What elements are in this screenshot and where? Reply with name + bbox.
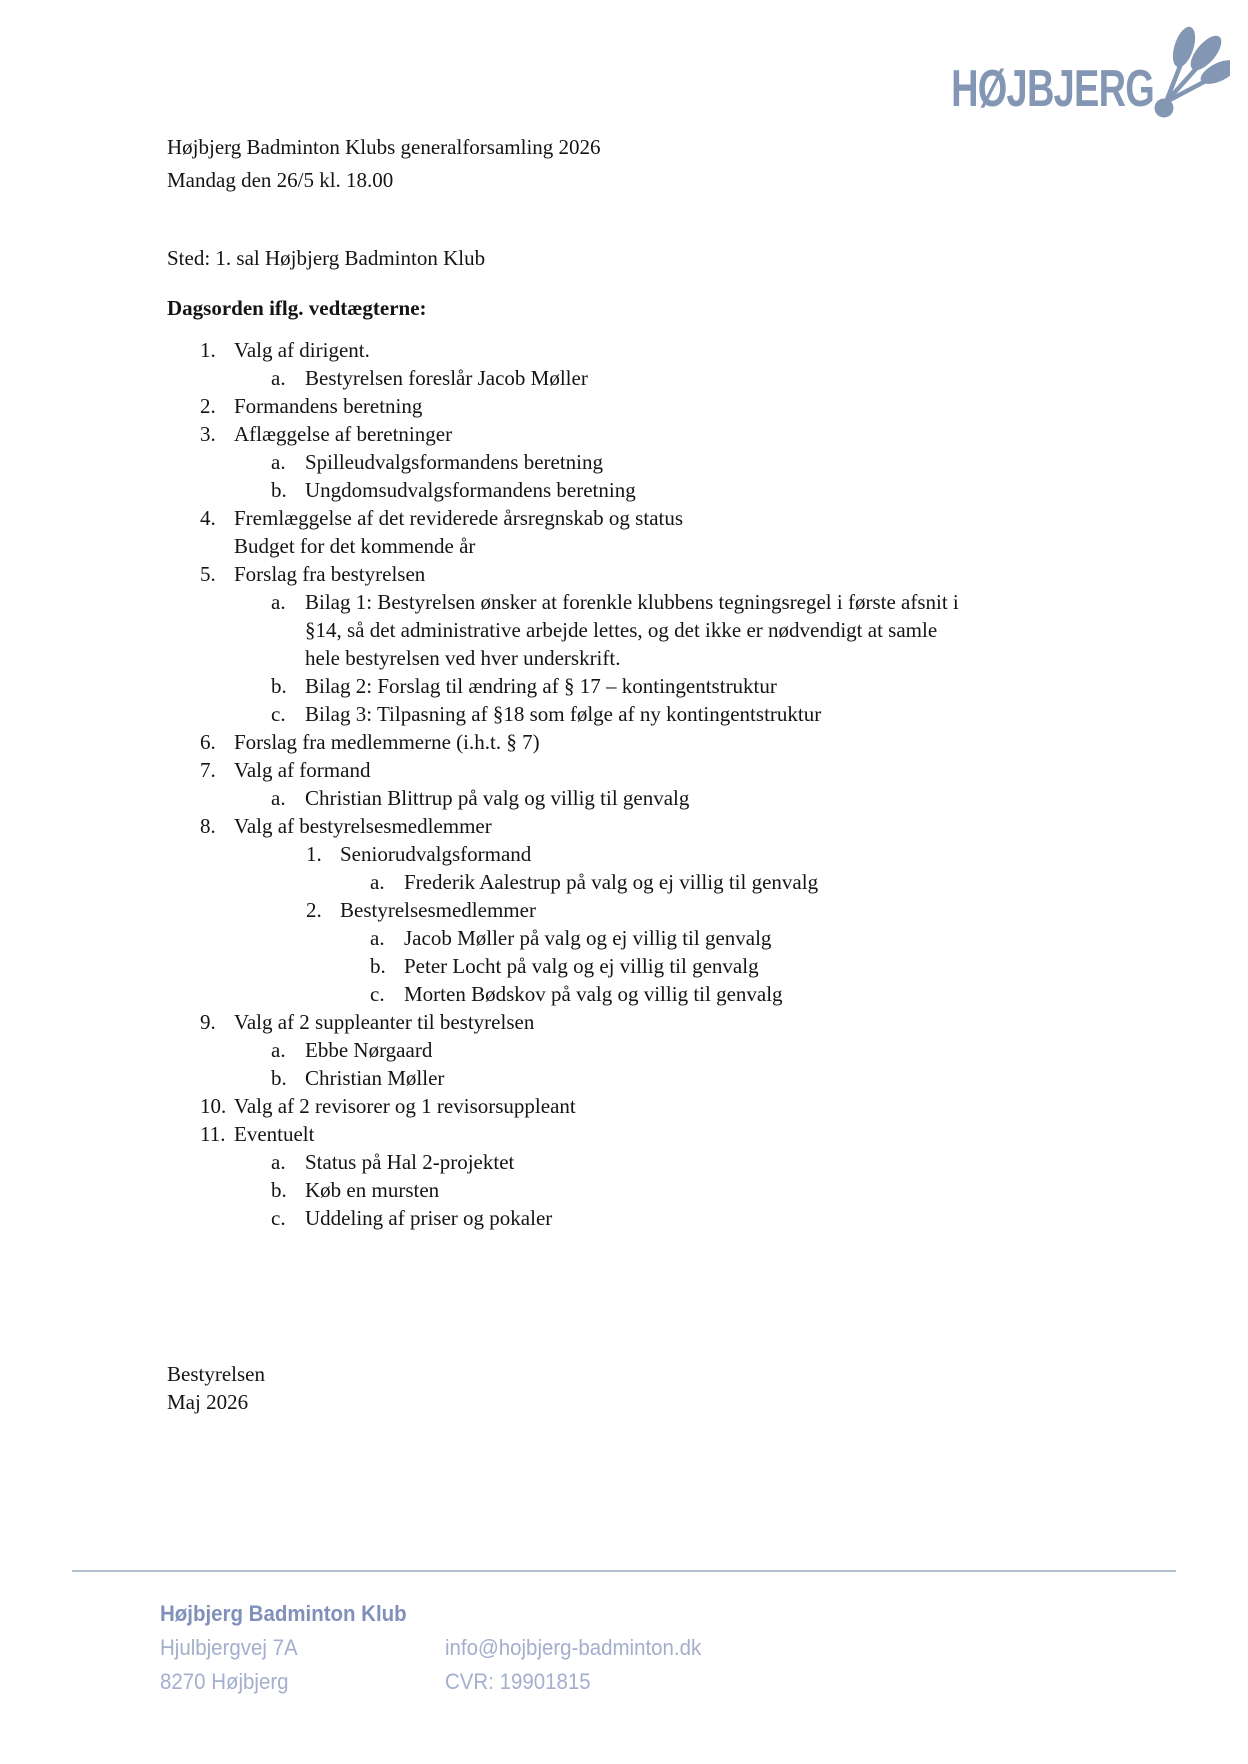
agenda-item-text: Forslag fra medlemmerne (i.h.t. § 7): [234, 730, 540, 754]
doc-location: Sted: 1. sal Højbjerg Badminton Klub: [167, 246, 486, 270]
agenda-heading: Dagsorden iflg. vedtægterne:: [167, 296, 427, 320]
agenda-item-text: Bestyrelsesmedlemmer: [340, 898, 536, 922]
agenda-item-marker: b.: [271, 478, 287, 502]
agenda-item-marker: c.: [370, 982, 385, 1006]
agenda-item-text: Valg af dirigent.: [234, 338, 370, 362]
agenda-item-marker: 8.: [200, 814, 216, 838]
agenda-item-marker: c.: [271, 702, 286, 726]
agenda-item-marker: a.: [370, 870, 385, 894]
agenda-item-marker: a.: [271, 590, 286, 614]
agenda-item-text: Forslag fra bestyrelsen: [234, 562, 426, 586]
agenda-item-text: Valg af formand: [234, 758, 371, 782]
agenda-item-marker: a.: [370, 926, 385, 950]
club-logo: [876, 24, 1230, 118]
signature-block: [167, 1360, 1127, 1416]
agenda-item-marker: b.: [370, 954, 386, 978]
agenda-item: [167, 504, 1127, 532]
footer-address-line1: Hjulbjergvej 7A: [160, 1635, 298, 1660]
agenda-item-text: Uddeling af priser og pokaler: [305, 1206, 553, 1230]
agenda-item-marker: 1.: [306, 842, 322, 866]
footer-email: info@hojbjerg-badminton.dk: [445, 1635, 702, 1660]
agenda-item-marker: c.: [271, 1206, 286, 1230]
footer-divider: [72, 1570, 1176, 1572]
agenda-item: [167, 588, 1127, 616]
agenda-item-text: Jacob Møller på valg og ej villig til genvalg: [404, 926, 772, 950]
agenda-item: [167, 812, 1127, 840]
agenda-item: [167, 1092, 1127, 1120]
agenda-item-text: Køb en mursten: [305, 1178, 440, 1202]
agenda-item-marker: 2.: [200, 394, 216, 418]
agenda-item-marker: 9.: [200, 1010, 216, 1034]
agenda-item-text: Spilleudvalgsformandens beretning: [305, 450, 604, 474]
agenda-item-text: Morten Bødskov på valg og villig til genvalg: [404, 982, 783, 1006]
document-header: [167, 131, 1127, 197]
agenda-item: [167, 364, 1127, 392]
agenda-item-marker: 4.: [200, 506, 216, 530]
agenda-item: [167, 924, 1127, 952]
agenda-item: [167, 1176, 1127, 1204]
agenda-item: [167, 1064, 1127, 1092]
footer-club-name: Højbjerg Badminton Klub: [160, 1601, 407, 1626]
agenda-item: [167, 952, 1127, 980]
agenda-item-text: Christian Blittrup på valg og villig til genvalg: [305, 786, 690, 810]
agenda-item-marker: 7.: [200, 758, 216, 782]
signature-name: Bestyrelsen: [167, 1362, 265, 1386]
agenda-item-marker: b.: [271, 674, 287, 698]
agenda-item: [167, 840, 1127, 868]
agenda-item-text: Peter Locht på valg og ej villig til genvalg: [404, 954, 759, 978]
footer-address-line2: 8270 Højbjerg: [160, 1669, 289, 1694]
agenda-item: [167, 1036, 1127, 1064]
agenda-item-marker: a.: [271, 1150, 286, 1174]
agenda-item-text: Bestyrelsen foreslår Jacob Møller: [305, 366, 588, 390]
agenda-item-marker: 10.: [200, 1094, 227, 1118]
agenda-item-text: Ungdomsudvalgsformandens beretning: [305, 478, 636, 502]
agenda-item-text: Bilag 2: Forslag til ændring af § 17 – kontingentstruktur: [305, 674, 777, 698]
shuttlecock-icon: [1150, 24, 1230, 118]
agenda-item-text: Ebbe Nørgaard: [305, 1038, 433, 1062]
agenda-item-text: Valg af 2 suppleanter til bestyrelsen: [234, 1010, 535, 1034]
agenda-item-marker: b.: [271, 1066, 287, 1090]
agenda-item-text: Budget for det kommende år: [234, 534, 476, 558]
agenda-item-text: Status på Hal 2-projektet: [305, 1150, 515, 1174]
doc-title-line1: Højbjerg Badminton Klubs generalforsamling 2026: [167, 135, 601, 159]
agenda-item: [167, 700, 1127, 728]
agenda-item: [167, 980, 1127, 1008]
agenda-item: [167, 1148, 1127, 1176]
agenda-item-marker: 2.: [306, 898, 322, 922]
footer-right-column: [445, 1631, 721, 1699]
doc-title-line2: Mandag den 26/5 kl. 18.00: [167, 168, 394, 192]
agenda-item: [167, 756, 1127, 784]
agenda-item: [167, 448, 1127, 476]
agenda-item: [167, 336, 1127, 364]
agenda-item-text: Bilag 3: Tilpasning af §18 som følge af ny kontingentstruktur: [305, 702, 822, 726]
agenda-item-text: Valg af bestyrelsesmedlemmer: [234, 814, 492, 838]
agenda-item: [167, 784, 1127, 812]
agenda-item: [167, 532, 1127, 560]
signature-date: Maj 2026: [167, 1390, 249, 1414]
agenda-item: [167, 728, 1127, 756]
agenda-item-text: Frederik Aalestrup på valg og ej villig til genvalg: [404, 870, 819, 894]
agenda-item: [167, 476, 1127, 504]
agenda-item-marker: 6.: [200, 730, 216, 754]
agenda-item-text: Valg af 2 revisorer og 1 revisorsuppleant: [234, 1094, 576, 1118]
agenda-item-text: Christian Møller: [305, 1066, 445, 1090]
agenda-item: [167, 560, 1127, 588]
agenda-item: [167, 896, 1127, 924]
agenda-item-marker: a.: [271, 450, 286, 474]
agenda-item-marker: a.: [271, 366, 286, 390]
agenda-item: [167, 420, 1127, 448]
document-body: [167, 131, 1127, 1416]
agenda-item-marker: 1.: [200, 338, 216, 362]
agenda-list: [167, 336, 1127, 1232]
agenda-item: [167, 644, 1127, 672]
agenda-item: [167, 616, 1127, 644]
agenda-item: [167, 1120, 1127, 1148]
agenda-item: [167, 672, 1127, 700]
agenda-item-text: §14, så det administrative arbejde lettes, og det ikke er nødvendigt at samle: [305, 618, 938, 642]
agenda-item: [167, 868, 1127, 896]
footer: [160, 1597, 1060, 1699]
logo-wordmark: HØJBJERG: [951, 60, 1154, 118]
agenda-item-text: Seniorudvalgsformand: [340, 842, 532, 866]
agenda-item-marker: a.: [271, 786, 286, 810]
agenda-item-text: Fremlæggelse af det reviderede årsregnskab og status: [234, 506, 684, 530]
agenda-item-text: Bilag 1: Bestyrelsen ønsker at forenkle klubbens tegningsregel i første afsnit i: [305, 590, 959, 614]
agenda-item-marker: 11.: [200, 1122, 226, 1146]
agenda-item-text: Formandens beretning: [234, 394, 423, 418]
agenda-item-marker: b.: [271, 1178, 287, 1202]
agenda-item-text: hele bestyrelsen ved hver underskrift.: [305, 646, 621, 670]
agenda-item: [167, 1204, 1127, 1232]
agenda-item-text: Eventuelt: [234, 1122, 315, 1146]
agenda-item-marker: 3.: [200, 422, 216, 446]
agenda-item-marker: a.: [271, 1038, 286, 1062]
agenda-item-text: Aflæggelse af beretninger: [234, 422, 453, 446]
agenda-item: [167, 392, 1127, 420]
footer-cvr: CVR: 19901815: [445, 1669, 591, 1694]
agenda-item-marker: 5.: [200, 562, 216, 586]
agenda-item: [167, 1008, 1127, 1036]
